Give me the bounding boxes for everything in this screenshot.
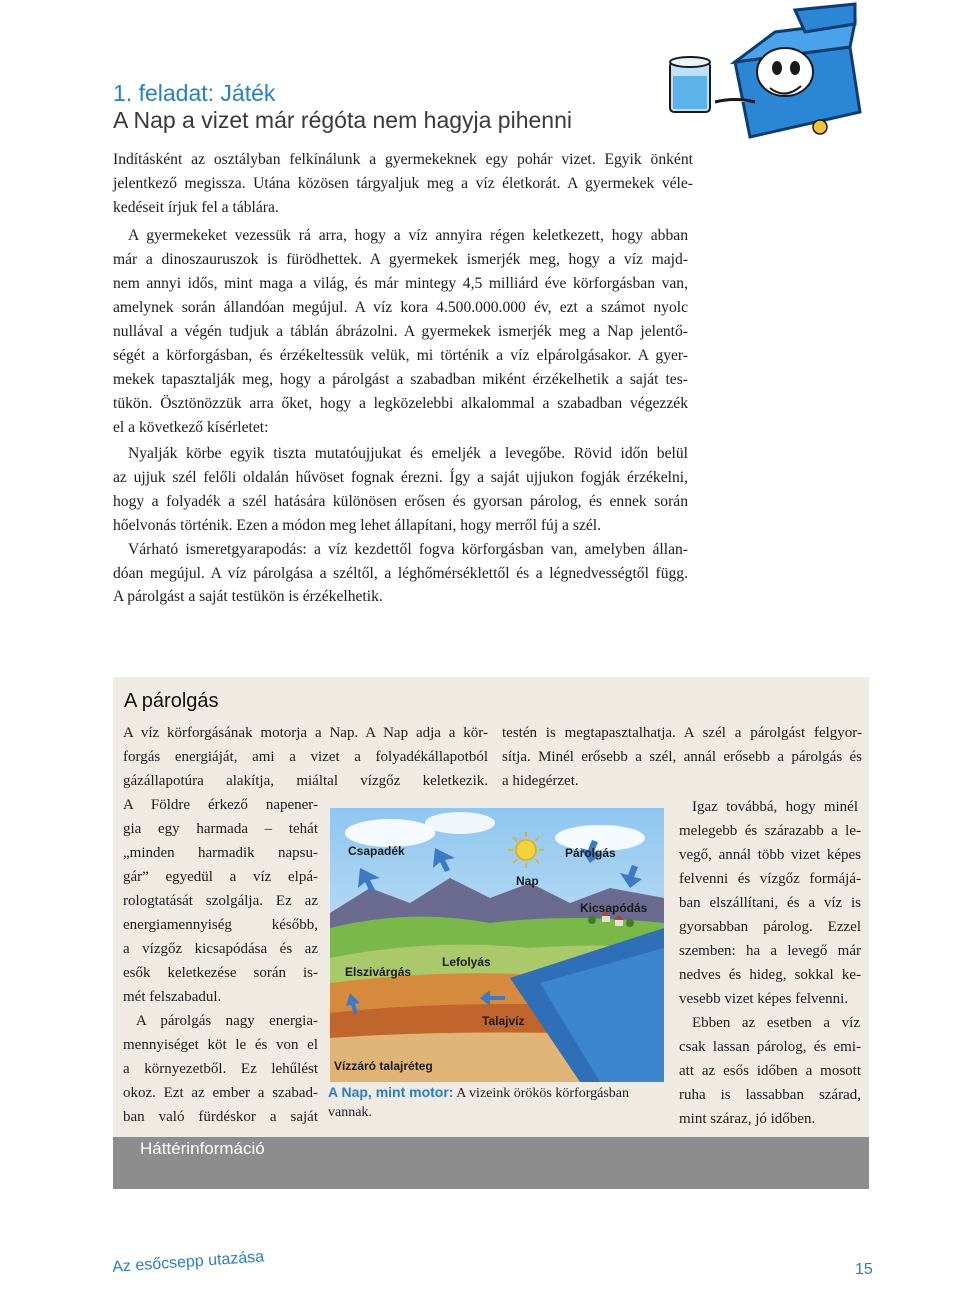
- box-text-line: gázállapotúra alakítja, miáltal vízgőz keletkezik.: [123, 773, 488, 789]
- box-text-line: ban való fürdéskor a saját: [123, 1109, 318, 1125]
- label-talajviz: Talajvíz: [482, 1014, 525, 1028]
- box-text-line: vegő, annál több vizet képes: [679, 847, 861, 863]
- box-text-line: sítja. Minél erősebb a szél, annál erősebb a párolgás és: [502, 749, 862, 765]
- label-kicsapodas: Kicsapódás: [580, 901, 648, 915]
- box-text-line: a hidegérzet.: [502, 773, 579, 789]
- box-text-line: nedves és hideg, sokkal ke-: [679, 967, 861, 983]
- box-text-line: mennyiséget köt le és von el: [123, 1037, 318, 1053]
- intro-line: nem annyi idős, mint maga a világ, és már mintegy 4,5 milliárd éve körforgásban van,: [113, 275, 688, 292]
- box-text-line: felvenni és vízgőz formájá-: [679, 871, 861, 887]
- box-title: A párolgás: [124, 690, 219, 712]
- intro-line: mekek tapasztalják meg, hogy a párolgást a szabadban miként érzékelhetik a saját tes-: [113, 371, 688, 388]
- box-text-line: csak lassan párolog, és emi-: [679, 1039, 861, 1055]
- intro-line: kedéseit írjuk fel a táblára.: [113, 199, 279, 216]
- intro-line: A gyermekeket vezessük rá arra, hogy a víz annyira régen keletkezett, hogy abban: [128, 227, 688, 244]
- intro-line: nullával a végén tudjuk a táblán ábrázolni. A gyermekek ismerjék meg a Nap jelentő-: [113, 323, 688, 340]
- intro-line: dóan megújul. A víz párolgása a széltől, a léghőmérséklettől és a légnedvességtől függ.: [113, 565, 688, 582]
- box-text-line: mint száraz, jó időben.: [679, 1111, 816, 1127]
- label-parolgas: Párolgás: [565, 846, 616, 860]
- box-text-line: A víz körforgásának motorja a Nap. A Nap adja a kör-: [123, 725, 488, 741]
- label-vizzaro: Vízzáró talajréteg: [334, 1059, 433, 1073]
- box-text-line: gár” egyedül a víz elpá-: [123, 869, 318, 885]
- label-lefolyas: Lefolyás: [442, 955, 491, 969]
- box-text-line: gia egy harmada – tehát: [123, 821, 318, 837]
- task-title: 1. feladat: Játék: [113, 80, 276, 106]
- box-text-line: ban elszállítani, és a víz is: [679, 895, 861, 911]
- label-csapadek: Csapadék: [348, 844, 405, 858]
- box-text-line: forgás energiáját, ami a vizet a folyadékállapotból: [123, 749, 488, 765]
- box-text-line: att az esős időben a mosott: [679, 1063, 861, 1079]
- intro-line: amelynek során állandóan megújul. A víz kora 4.500.000.000 év, ezt a számot nyolc: [113, 299, 688, 316]
- water-cycle-diagram: [330, 808, 664, 1082]
- box-text-line: A párolgás nagy energia-: [136, 1013, 318, 1029]
- intro-line: hogy a folyadék a szél hatására különösen erősen és gyorsan párolog, és ennek során: [113, 493, 688, 510]
- intro-line: hőelvonás történik. Ezen a módon meg lehet állapítani, hogy merről fúj a szél.: [113, 517, 602, 534]
- intro-line: ségét a körforgásban, és érzékeltessük velük, mi történik a víz elpárolgásakor. A gyer-: [113, 347, 688, 364]
- box-text-line: testén is megtapasztalhatja. A szél a párolgást felgyor-: [502, 725, 862, 741]
- box-text-line: okoz. Ezt az ember a szabad-: [123, 1085, 318, 1101]
- box-text-line: gyorsabban párolog. Ezzel: [679, 919, 861, 935]
- page-number: 15: [855, 1261, 873, 1278]
- intro-line: Várható ismeretgyarapodás: a víz kezdettől fogva körforgásban van, amelyben állan-: [128, 541, 688, 558]
- box-text-line: vesebb vizet képes felvenni.: [679, 991, 849, 1007]
- box-text-line: mét felszabadul.: [123, 989, 222, 1005]
- box-text-line: a vízgőz kicsapódása és az: [123, 941, 318, 957]
- intro-line: már a dinoszauruszok is fürödhettek. A gyermekek ismerjék meg, hogy a víz majd-: [113, 251, 688, 268]
- box-text-line: A Földre érkező napener-: [123, 797, 318, 813]
- intro-line: jelentkező megissza. Utána közösen tárgyaljuk meg a víz életkorát. A gyermekek véle-: [113, 175, 693, 192]
- box-text-line: Ebben az esetben a víz: [692, 1015, 860, 1031]
- caption-text: A vizeink örökös körforgásban vannak.: [328, 1086, 629, 1120]
- box-text-line: a környezetből. Ez lehűlést: [123, 1061, 318, 1077]
- intro-line: Nyalják körbe egyik tiszta mutatóujjukat és emeljék a levegőbe. Rövid időn belül: [128, 445, 688, 462]
- box-text-line: „minden harmadik napsu-: [123, 845, 318, 861]
- task-subtitle: A Nap a vizet már régóta nem hagyja pihenni: [113, 107, 572, 133]
- label-nap: Nap: [516, 874, 539, 888]
- box-text-line: rologtatását szolgálja. Ez az: [123, 893, 318, 909]
- box-text-line: energiamennyiség később,: [123, 917, 318, 933]
- intro-line: az ujjuk szél felőli oldalán hűvöset fognak érezni. Így a saját ujjukon fogják érzékelni,: [113, 469, 688, 486]
- intro-line: tükön. Ösztönözzük arra őket, hogy a legközelebbi alkalommal a szabadban végezzék: [113, 395, 688, 412]
- label-elszivargas: Elszivárgás: [345, 965, 412, 979]
- intro-line: A párolgást a saját testükön is érzékelhetik.: [113, 588, 383, 605]
- background-info-label: Háttérinformáció: [140, 1139, 265, 1158]
- caption-bold: A Nap, mint motor:: [328, 1084, 454, 1100]
- water-box-mascot-illustration: [655, 2, 867, 152]
- footer-title: Az esőcsepp utazása: [111, 1248, 265, 1277]
- box-text-line: szemben: ha a levegő már: [679, 943, 861, 959]
- intro-line: el a következő kísérletet:: [113, 419, 269, 436]
- diagram-caption: [328, 1083, 668, 1122]
- box-text-line: melegebb és szárazabb a le-: [679, 823, 861, 839]
- box-text-line: ruha is lassabban szárad,: [679, 1087, 861, 1103]
- intro-line: Indításként az osztályban felkínálunk a gyermekeknek egy pohár vizet. Egyik önként: [113, 151, 693, 168]
- box-text-line: esők keletkezése során is-: [123, 965, 318, 981]
- box-text-line: Igaz továbbá, hogy minél: [692, 799, 858, 815]
